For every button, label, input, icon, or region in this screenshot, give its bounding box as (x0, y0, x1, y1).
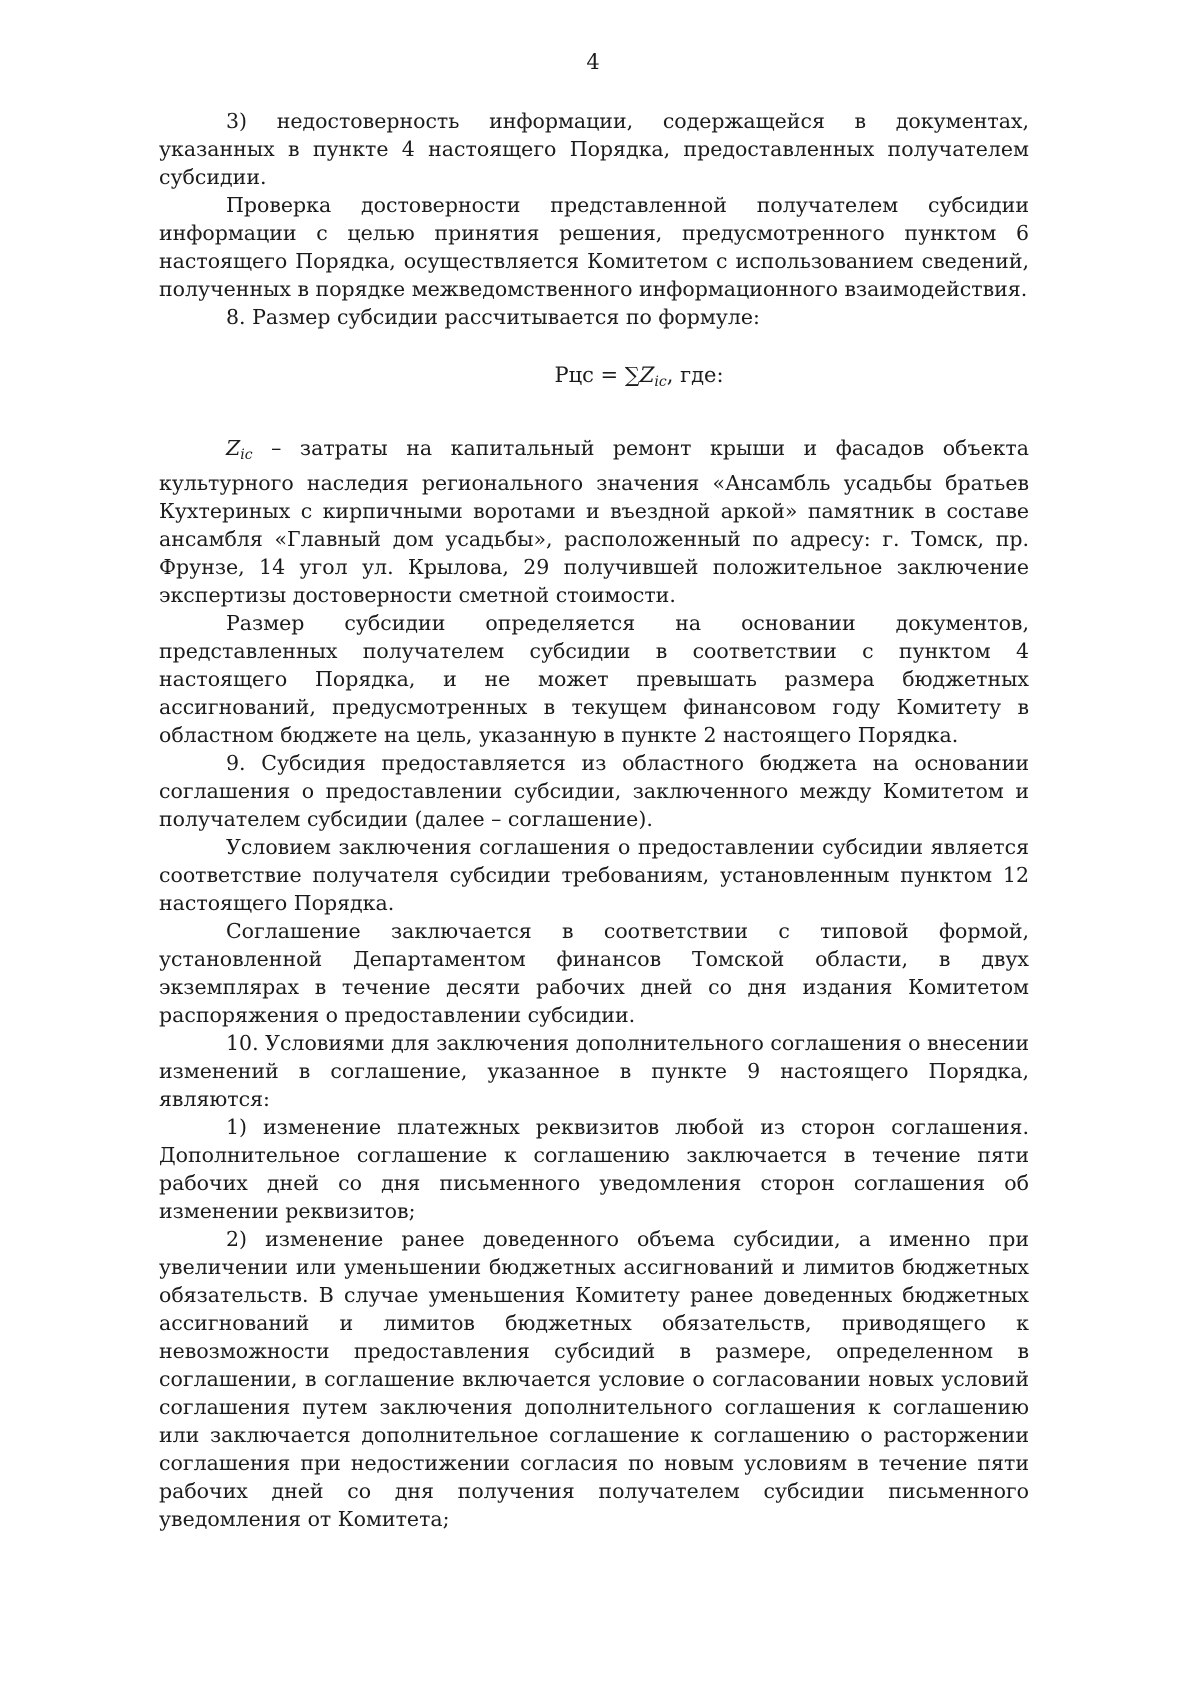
formula-definition (159, 434, 1029, 609)
paragraph: 1) изменение платежных реквизитов любой из сторон соглашения. Дополнительное соглашение к соглашению заключается в течение пяти рабочих дней со дня письменного уведомления сторон соглашения об изменении реквизитов; (159, 1115, 1029, 1223)
page-number: 4 (586, 50, 600, 74)
paragraph: 9. Субсидия предоставляется из областного бюджета на основании соглашения о предоставлении субсидии, заключенного между Комитетом и получателем субсидии (далее – соглашение). (159, 751, 1029, 831)
formula-lhs: Рцс = (554, 363, 625, 387)
paragraph: Условием заключения соглашения о предоставлении субсидии является соответствие получателя субсидии требованиям, установленным пунктом 12 настоящего Порядка. (159, 835, 1029, 915)
formula-sum-symbol: ∑ (624, 363, 640, 387)
paragraph: Проверка достоверности представленной получателем субсидии информации с целью принятия решения, предусмотренного пунктом 6 настоящего Порядка, осуществляется Комитетом с использованием сведений, полученных в порядке межведомственного информационного взаимодействия. (159, 193, 1029, 301)
definition-variable: Z (226, 436, 241, 460)
formula-tail: , где: (666, 363, 724, 387)
paragraph: Размер субсидии определяется на основании документов, представленных получателем субсидии в соответствии с пунктом 4 настоящего Порядка, и не может превышать размера бюджетных ассигнований, предусмотренных в текущем финансовом году Комитету в областном бюджете на цель, указанную в пункте 2 настоящего Порядка. (159, 611, 1029, 747)
definition-subscript: ic (240, 447, 253, 463)
paragraph: 3) недостоверность информации, содержащейся в документах, указанных в пункте 4 настоящего Порядка, предоставленных получателем субсидии. (159, 109, 1029, 189)
paragraph: 8. Размер субсидии рассчитывается по формуле: (226, 305, 760, 329)
formula-variable: Z (639, 363, 655, 387)
document-body (159, 107, 1029, 1533)
paragraph: Соглашение заключается в соответствии с типовой формой, установленной Департаментом финансов Томской области, в двух экземплярах в течение десяти рабочих дней со дня издания Комитетом распоряжения о предоставлении субсидии. (159, 919, 1029, 1027)
paragraph: 2) изменение ранее доведенного объема субсидии, а именно при увеличении или уменьшении бюджетных ассигнований и лимитов бюджетных обязательств. В случае уменьшения Комитету ранее доведенных бюджетных ассигнований и лимитов бюджетных обязательств, приводящего к невозможности предоставления субсидий в размере, определенном в соглашении, в соглашение включается условие о согласовании новых условий соглашения путем заключения дополнительного соглашения к соглашению или заключается дополнительное соглашение к соглашению о расторжении соглашения при недостижении согласия по новым условиям в течение пяти рабочих дней со дня получения получателем субсидии письменного уведомления от Комитета; (159, 1227, 1029, 1531)
paragraph: 10. Условиями для заключения дополнительного соглашения о внесении изменений в соглашение, указанное в пункте 9 настоящего Порядка, являются: (159, 1031, 1029, 1111)
definition-text: – затраты на капитальный ремонт крыши и фасадов объекта культурного наследия регионального значения «Ансамбль усадьбы братьев Кухтериных с кирпичными воротами и въездной аркой» памятник в составе ансамбля «Главный дом усадьбы», расположенный по адресу: г. Томск, пр. Фрунзе, 14 угол ул. Крылова, 29 получившей положительное заключение экспертизы достоверности сметной стоимости. (159, 436, 1029, 607)
formula-subscript: ic (654, 374, 667, 390)
subsidy-formula (159, 361, 1029, 396)
